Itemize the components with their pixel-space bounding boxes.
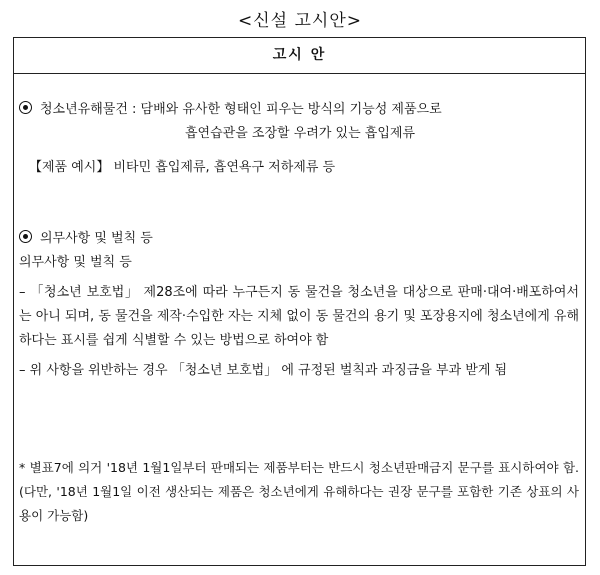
harmful-item-label: 청소년유해물건 : 담배와 유사한 형태인 피우는 방식의 기능성 제품으로 (40, 102, 442, 117)
obligations-heading: 의무사항 및 벌칙 등 (40, 231, 153, 246)
circle-bullet-icon (19, 101, 32, 114)
obligations-paragraph-2: – 위 사항을 위반하는 경우 「청소년 보호법」 에 규정된 벌칙과 과징금을 부과 받게 됨 (19, 363, 508, 378)
obligations-subheading: 의무사항 및 벌칙 등 (19, 255, 132, 270)
circle-bullet-icon (19, 230, 32, 243)
harmful-item-row (19, 98, 579, 122)
obligations-heading-row (19, 227, 579, 251)
box-title: 고시 안 (14, 38, 585, 74)
notice-box (13, 37, 586, 566)
harmful-item-continuation: 흡연습관을 조장할 우려가 있는 흡입제류 (185, 126, 416, 141)
product-example: 【제품 예시】 비타민 흡입제류, 흡연욕구 저하제류 등 (29, 160, 336, 175)
harmful-item-section (19, 98, 579, 180)
obligations-paragraph-1: – 「청소년 보호법」 제28조에 따라 누구든지 동 물건을 청소년을 대상으로 판매·대여·배포하여서는 아니 되며, 동 물건을 제작·수입한 자는 지체 없이 동 물건의 용기 및 포장용지에 청소년에게 유해하다는 표시를 쉽게 식별할 수 있는 방법으로 하여야 함 (19, 285, 580, 348)
obligations-section (19, 227, 579, 383)
page-heading: <신설 고시안> (237, 11, 362, 31)
footnote: * 별표7에 의거 '18년 1월1일부터 판매되는 제품부터는 반드시 청소년판매금지 문구를 표시하여야 함.(다만, '18년 1월1일 이전 생산되는 제품은 청소년에게 유해하다는 권장 문구를 포함한 기존 상표의 사용이 가능함) (19, 460, 579, 523)
